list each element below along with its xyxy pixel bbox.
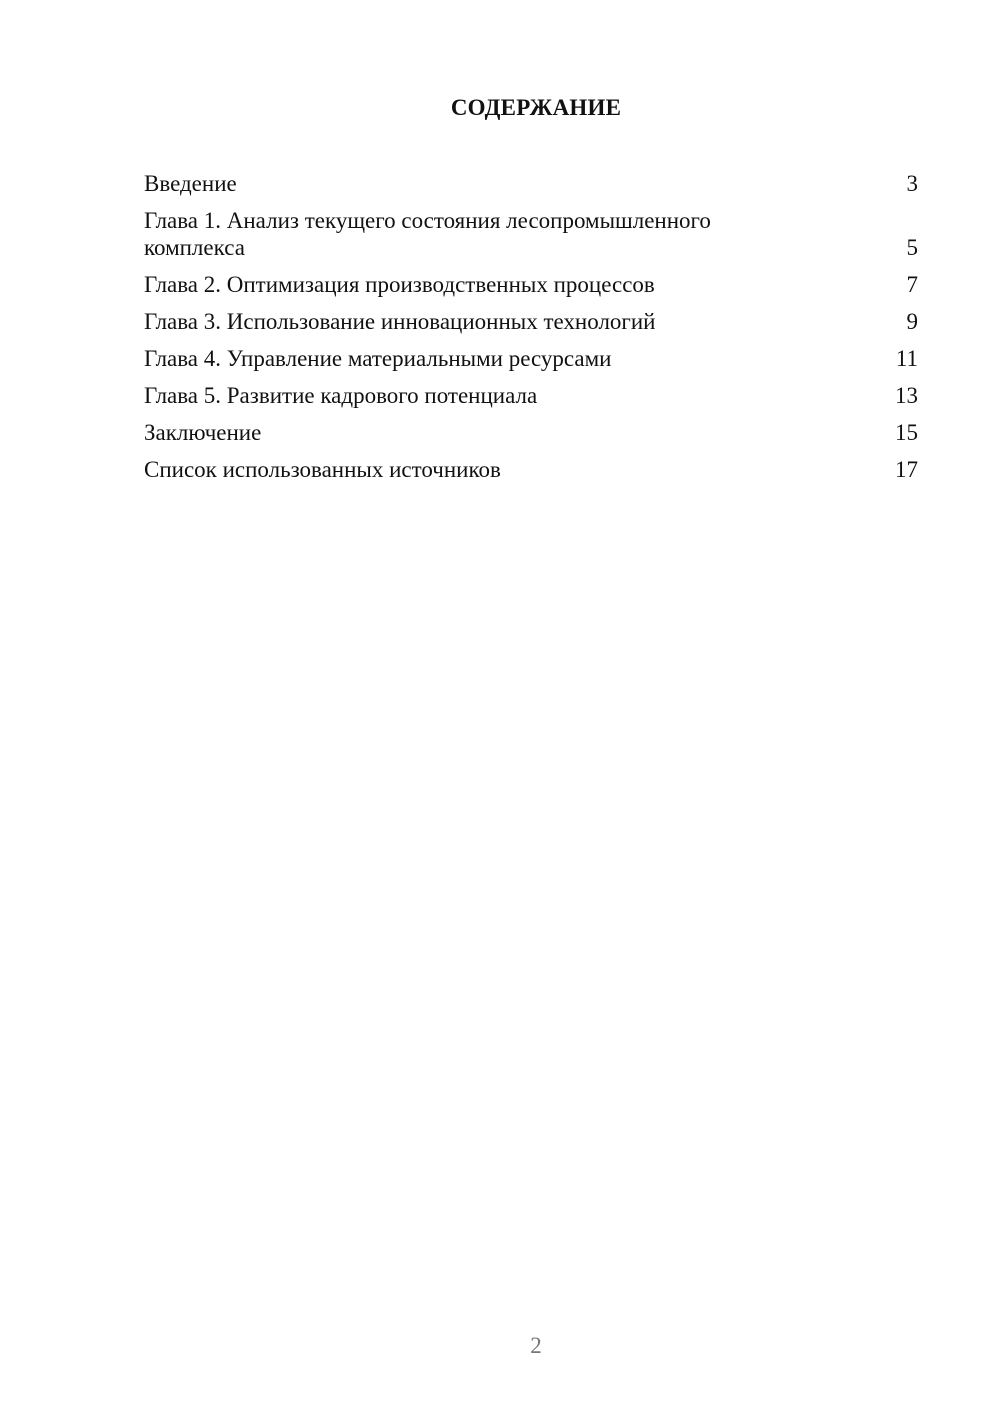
toc-entry-page: 7 [906,272,918,297]
toc-entry-conclusion [144,419,918,446]
toc-entry-page: 15 [895,420,918,445]
table-of-contents [144,170,918,493]
toc-entry-page: 11 [895,346,918,371]
toc-entry-chapter-5 [144,382,918,409]
toc-entry-page: 5 [906,235,918,260]
toc-entry-chapter-3 [144,308,918,335]
toc-entry-title: Глава 3. Использование инновационных технологий [144,309,656,334]
toc-entry-title: Глава 1. Анализ текущего состояния лесопромышленного комплекса [144,208,711,260]
toc-entry-page: 9 [906,309,918,334]
toc-heading: СОДЕРЖАНИЕ [450,95,622,120]
toc-entry-page: 13 [895,383,918,408]
toc-entry-page: 17 [895,457,918,482]
toc-entry-title: Заключение [144,420,262,445]
toc-entry-chapter-1 [144,207,918,261]
toc-entry-title: Введение [144,171,237,196]
toc-entry-title: Глава 4. Управление материальными ресурсами [144,346,612,371]
toc-entry-chapter-2 [144,271,918,298]
toc-entry-introduction [144,170,918,197]
page-number: 2 [530,1333,542,1358]
toc-entry-title: Глава 2. Оптимизация производственных процессов [144,272,655,297]
toc-entry-references [144,456,918,483]
toc-entry-title: Глава 5. Развитие кадрового потенциала [144,383,538,408]
toc-entry-page: 3 [906,171,918,196]
toc-entry-chapter-4 [144,345,918,372]
toc-entry-title: Список использованных источников [144,457,501,482]
